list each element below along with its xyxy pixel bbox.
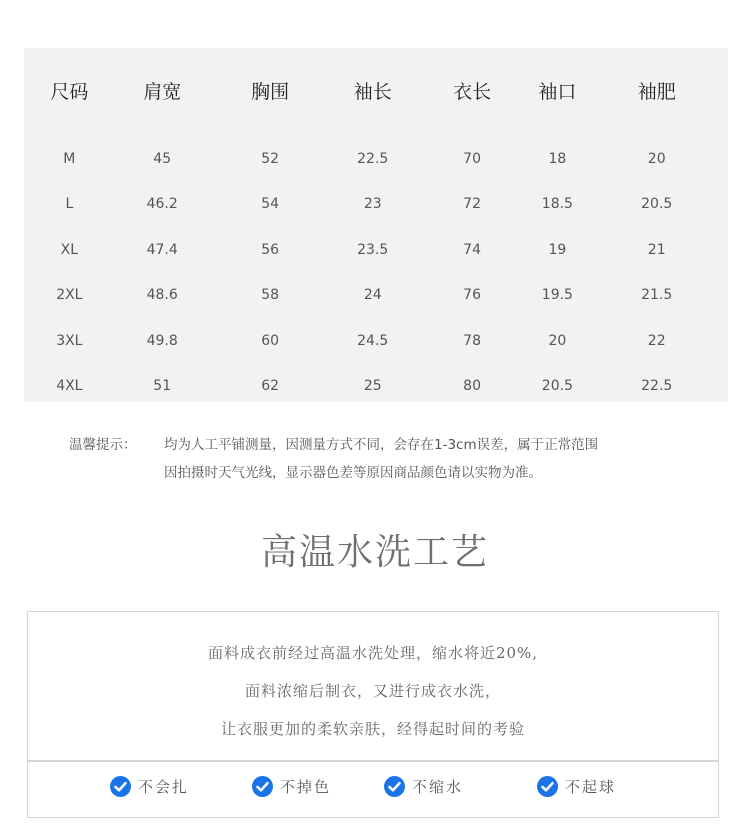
cell-size: 4XL	[56, 378, 83, 395]
cell-body-length: 72	[463, 196, 481, 213]
cell-sleeve-length: 22.5	[357, 150, 389, 167]
cell-cuff: 19.5	[541, 287, 573, 304]
cell-shoulder: 49.8	[146, 332, 178, 349]
craft-description-line-1: 面料成衣前经过高温水洗处理，缩水将近20%,	[207, 644, 539, 662]
cell-sleeve-width: 22	[647, 332, 666, 349]
size-chart-row	[24, 227, 728, 273]
cell-cuff: 18.5	[541, 196, 573, 213]
header-body-length: 衣长	[453, 80, 492, 103]
cell-cuff: 20	[548, 332, 567, 349]
header-chest: 胸围	[251, 80, 290, 103]
cell-shoulder: 48.6	[146, 287, 178, 304]
feature-no-itch	[110, 776, 189, 797]
cell-size: 2XL	[56, 287, 83, 304]
cell-sleeve-width: 21	[647, 241, 666, 258]
cell-sleeve-width: 20.5	[641, 196, 673, 213]
cell-chest: 54	[261, 196, 280, 213]
cell-cuff: 19	[548, 241, 567, 258]
cell-cuff: 18	[548, 150, 567, 167]
size-chart-header-row	[24, 48, 728, 132]
size-chart-row	[24, 132, 728, 182]
craft-box	[27, 611, 719, 818]
cell-chest: 62	[261, 378, 280, 395]
cell-size: 3XL	[56, 332, 83, 349]
notice-line-1: 均为人工平铺测量，因测量方式不同，会存在1-3cm误差，属于正常范围	[164, 437, 599, 453]
feature-list	[28, 762, 718, 817]
header-cuff: 袖口	[538, 80, 577, 103]
cell-shoulder: 47.4	[146, 241, 178, 258]
size-chart-panel	[24, 48, 728, 402]
cell-shoulder: 46.2	[146, 196, 178, 213]
cell-sleeve-length: 25	[363, 378, 382, 395]
feature-label: 不起球	[565, 778, 617, 796]
feature-label: 不会扎	[138, 778, 190, 796]
feature-no-pilling	[537, 776, 616, 797]
cell-chest: 52	[261, 150, 280, 167]
check-circle-icon	[110, 776, 131, 797]
cell-sleeve-width: 21.5	[641, 287, 673, 304]
cell-chest: 60	[261, 332, 280, 349]
check-circle-icon	[384, 776, 405, 797]
cell-body-length: 78	[463, 332, 481, 349]
cell-size: L	[65, 196, 74, 213]
cell-sleeve-width: 22.5	[641, 378, 673, 395]
craft-description	[28, 634, 718, 748]
check-circle-icon	[537, 776, 558, 797]
craft-title: 高温水洗工艺	[260, 532, 489, 573]
cell-chest: 56	[261, 241, 280, 258]
cell-sleeve-width: 20	[647, 150, 666, 167]
size-chart-row	[24, 318, 728, 364]
craft-description-line-2: 面料浓缩后制衣，又进行成衣水洗，	[244, 682, 501, 700]
cell-body-length: 74	[463, 241, 481, 258]
cell-size: XL	[60, 241, 79, 258]
cell-body-length: 80	[463, 378, 481, 395]
size-chart-row	[24, 364, 728, 410]
cell-body-length: 70	[463, 150, 481, 167]
cell-sleeve-length: 24	[363, 287, 382, 304]
craft-description-line-3: 让衣服更加的柔软亲肤，经得起时间的考验	[220, 720, 525, 738]
size-chart-row	[24, 273, 728, 319]
cell-cuff: 20.5	[541, 378, 573, 395]
cell-size: M	[63, 150, 76, 167]
feature-label: 不掉色	[280, 778, 332, 796]
cell-sleeve-length: 23.5	[357, 241, 389, 258]
feature-no-fade	[252, 776, 331, 797]
cell-shoulder: 45	[153, 150, 172, 167]
cell-sleeve-length: 24.5	[357, 332, 389, 349]
header-size: 尺码	[50, 80, 89, 103]
feature-no-shrink	[384, 776, 463, 797]
cell-chest: 58	[261, 287, 280, 304]
notice-label: 温馨提示：	[69, 437, 137, 453]
feature-label: 不缩水	[412, 778, 464, 796]
header-sleeve-width: 袖肥	[637, 80, 676, 103]
size-chart-table	[24, 48, 728, 409]
cell-shoulder: 51	[153, 378, 172, 395]
header-sleeve-length: 袖长	[353, 80, 392, 103]
size-chart-row	[24, 182, 728, 228]
check-circle-icon	[252, 776, 273, 797]
cell-body-length: 76	[463, 287, 481, 304]
header-shoulder: 肩宽	[143, 80, 182, 103]
cell-sleeve-length: 23	[363, 196, 382, 213]
notice-line-2: 因拍摄时天气光线，显示器色差等原因商品颜色请以实物为准。	[164, 465, 542, 481]
